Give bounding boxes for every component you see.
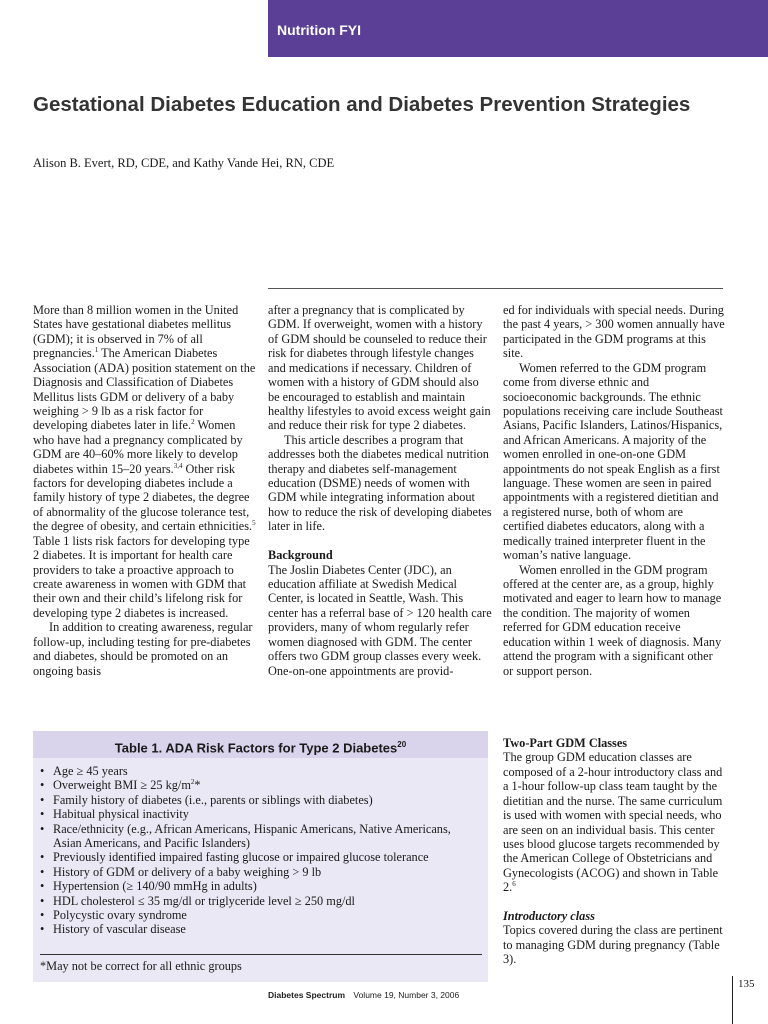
article-authors: Alison B. Evert, RD, CDE, and Kathy Vande Hei, RN, CDE — [33, 156, 335, 170]
list-item: • Race/ethnicity (e.g., African Americans, Hispanic Americans, Native Americans, Asian Americans, and Pacific Islanders) — [40, 822, 480, 851]
article-title: Gestational Diabetes Education and Diabetes Prevention Strategies — [33, 93, 691, 116]
citation: 5 — [252, 519, 256, 528]
page-footer — [268, 990, 459, 1000]
section-label: Nutrition FYI — [277, 22, 361, 38]
list-item: • Age ≥ 45 years — [40, 764, 480, 778]
table-title: Table 1. ADA Risk Factors for Type 2 Diabetes$^{20}$ — [33, 731, 488, 758]
citation: 3,4 — [173, 461, 183, 470]
page-number: 135 — [738, 978, 755, 990]
paragraph: This article describes a program that addresses both the diabetes medical nutrition therapy and diabetes self-management education (DSME) needs of women with GDM while integrating information about how to reduce the risk of developing diabetes later in life. — [268, 432, 492, 534]
list-item: • Polycystic ovary syndrome — [40, 908, 480, 922]
citation: 2 — [191, 418, 195, 427]
subheading-introductory: Introductory class — [503, 909, 595, 924]
list-item: • Hypertension (≥ 140/90 mmHg in adults) — [40, 879, 480, 893]
paragraph: Women referred to the GDM program come from diverse ethnic and socioeconomic backgrounds. The ethnic populations receiving care include Southeast Asians, Pacific Islanders, Latinos/Hispanics, and African Americans. A majority of the women enrolled in one-on-one GDM appointments do not speak English as a first language. These women are seen in paired appointments with a registered dietitian and a registered nurse, both of whom are certified diabetes educators, along with a medically trained interpreter fluent in the woman’s native language. — [503, 360, 723, 563]
section-heading-classes: Two-Part GDM Classes — [503, 736, 628, 750]
table-1 — [33, 731, 488, 982]
header-divider — [268, 288, 723, 289]
list-item: • History of vascular disease — [40, 922, 480, 936]
paragraph: The Joslin Diabetes Center (JDC), an education affiliate at Swedish Medical Center, is located in Seattle, Wash. This center has a referral base of > 120 health care providers, many of whom regularly refer women diagnosed with GDM. The center offers two GDM group classes every week. One-on-one appointments are provid- — [268, 562, 492, 678]
section-heading-background: Background — [268, 548, 333, 563]
body-column-2 — [268, 303, 493, 678]
list-item: • Previously identified impaired fasting glucose or impaired glucose tolerance — [40, 850, 480, 864]
citation: 1 — [94, 346, 99, 355]
paragraph: The group GDM education classes are composed of a 2-hour introductory class and a 1-hour follow-up class team taught by the dietitian and the nurse. The same curriculum is used with women with special needs, who are seen on an individual basis. This center uses blood glucose targets recommended by the American College of Obstetricians and Gynecologists (ACOG) and shown in Table 2.$^6$ — [503, 750, 723, 895]
page-number-rule — [732, 976, 733, 1024]
body-column-3-lower — [503, 736, 725, 967]
paragraph: Topics covered during the class are pertinent to managing GDM during pregnancy (Table 3). — [503, 923, 723, 967]
list-item: • Habitual physical inactivity — [40, 807, 480, 821]
risk-factor-list — [40, 764, 480, 937]
journal-name: Diabetes Spectrum — [268, 990, 345, 1000]
list-item: • Overweight BMI ≥ 25 $kg/m^2*$ — [40, 778, 480, 792]
paragraph: Women enrolled in the GDM program offered at the center are, as a group, highly motivated and eager to learn how to manage the condition. The majority of women referred for GDM education receive education within 1 week of diagnosis. Many attend the program with a significant other or support person. — [503, 562, 722, 678]
body-column-1 — [33, 303, 258, 678]
table-divider — [40, 954, 482, 955]
list-item: • Family history of diabetes (i.e., parents or siblings with diabetes) — [40, 793, 480, 807]
paragraph: In addition to creating awareness, regular follow-up, including testing for pre-diabetes and diabetes, should be promoted on an ongoing basis — [33, 620, 253, 678]
section-banner — [268, 0, 768, 57]
paragraph: ed for individuals with special needs. During the past 4 years, > 300 women annually have participated in the GDM programs at this site. — [503, 303, 725, 361]
journal-issue: Volume 19, Number 3, 2006 — [353, 990, 460, 1000]
citation: 6 — [512, 880, 516, 889]
list-item: • History of GDM or delivery of a baby weighing > 9 lb — [40, 865, 480, 879]
body-column-3 — [503, 303, 725, 678]
paragraph: More than 8 million women in the United States have gestational diabetes mellitus (GDM); it is observed in 7% of all pregnancies.$^1$ The American Diabetes Association (ADA) position statement on the Diagnosis and Classification of Diabetes Mellitus lists GDM or delivery of a baby weighing > 9 lb as a risk factor for developing diabetes later in life.$^2$ Women who have had a pregnancy complicated by GDM are 40–60% more likely to develop diabetes within 15–20 years.$^{3,4}$ Other risk factors for developing diabetes include a family history of type 2 diabetes, the degree of abnormality of the glucose tolerance test, the degree of obesity, and certain ethnicities.$^5$ Table 1 lists risk factors for developing type 2 diabetes. It is important for health care providers to take a proactive approach to create awareness in women with GDM that their own and their child’s lifelong risk for developing type 2 diabetes is increased. — [33, 303, 256, 620]
list-item: • HDL cholesterol ≤ 35 mg/dl or triglyceride level ≥ 250 mg/dl — [40, 894, 480, 908]
paragraph: after a pregnancy that is complicated by GDM. If overweight, women with a history of GDM should be counseled to reduce their risk for diabetes through lifestyle changes and medications if necessary. Children of women with a history of GDM should also be encouraged to establish and maintain healthy lifestyles to avoid excess weight gain and reduce their risk for type 2 diabetes. — [268, 303, 491, 433]
table-footnote: *May not be correct for all ethnic groups — [40, 959, 242, 973]
